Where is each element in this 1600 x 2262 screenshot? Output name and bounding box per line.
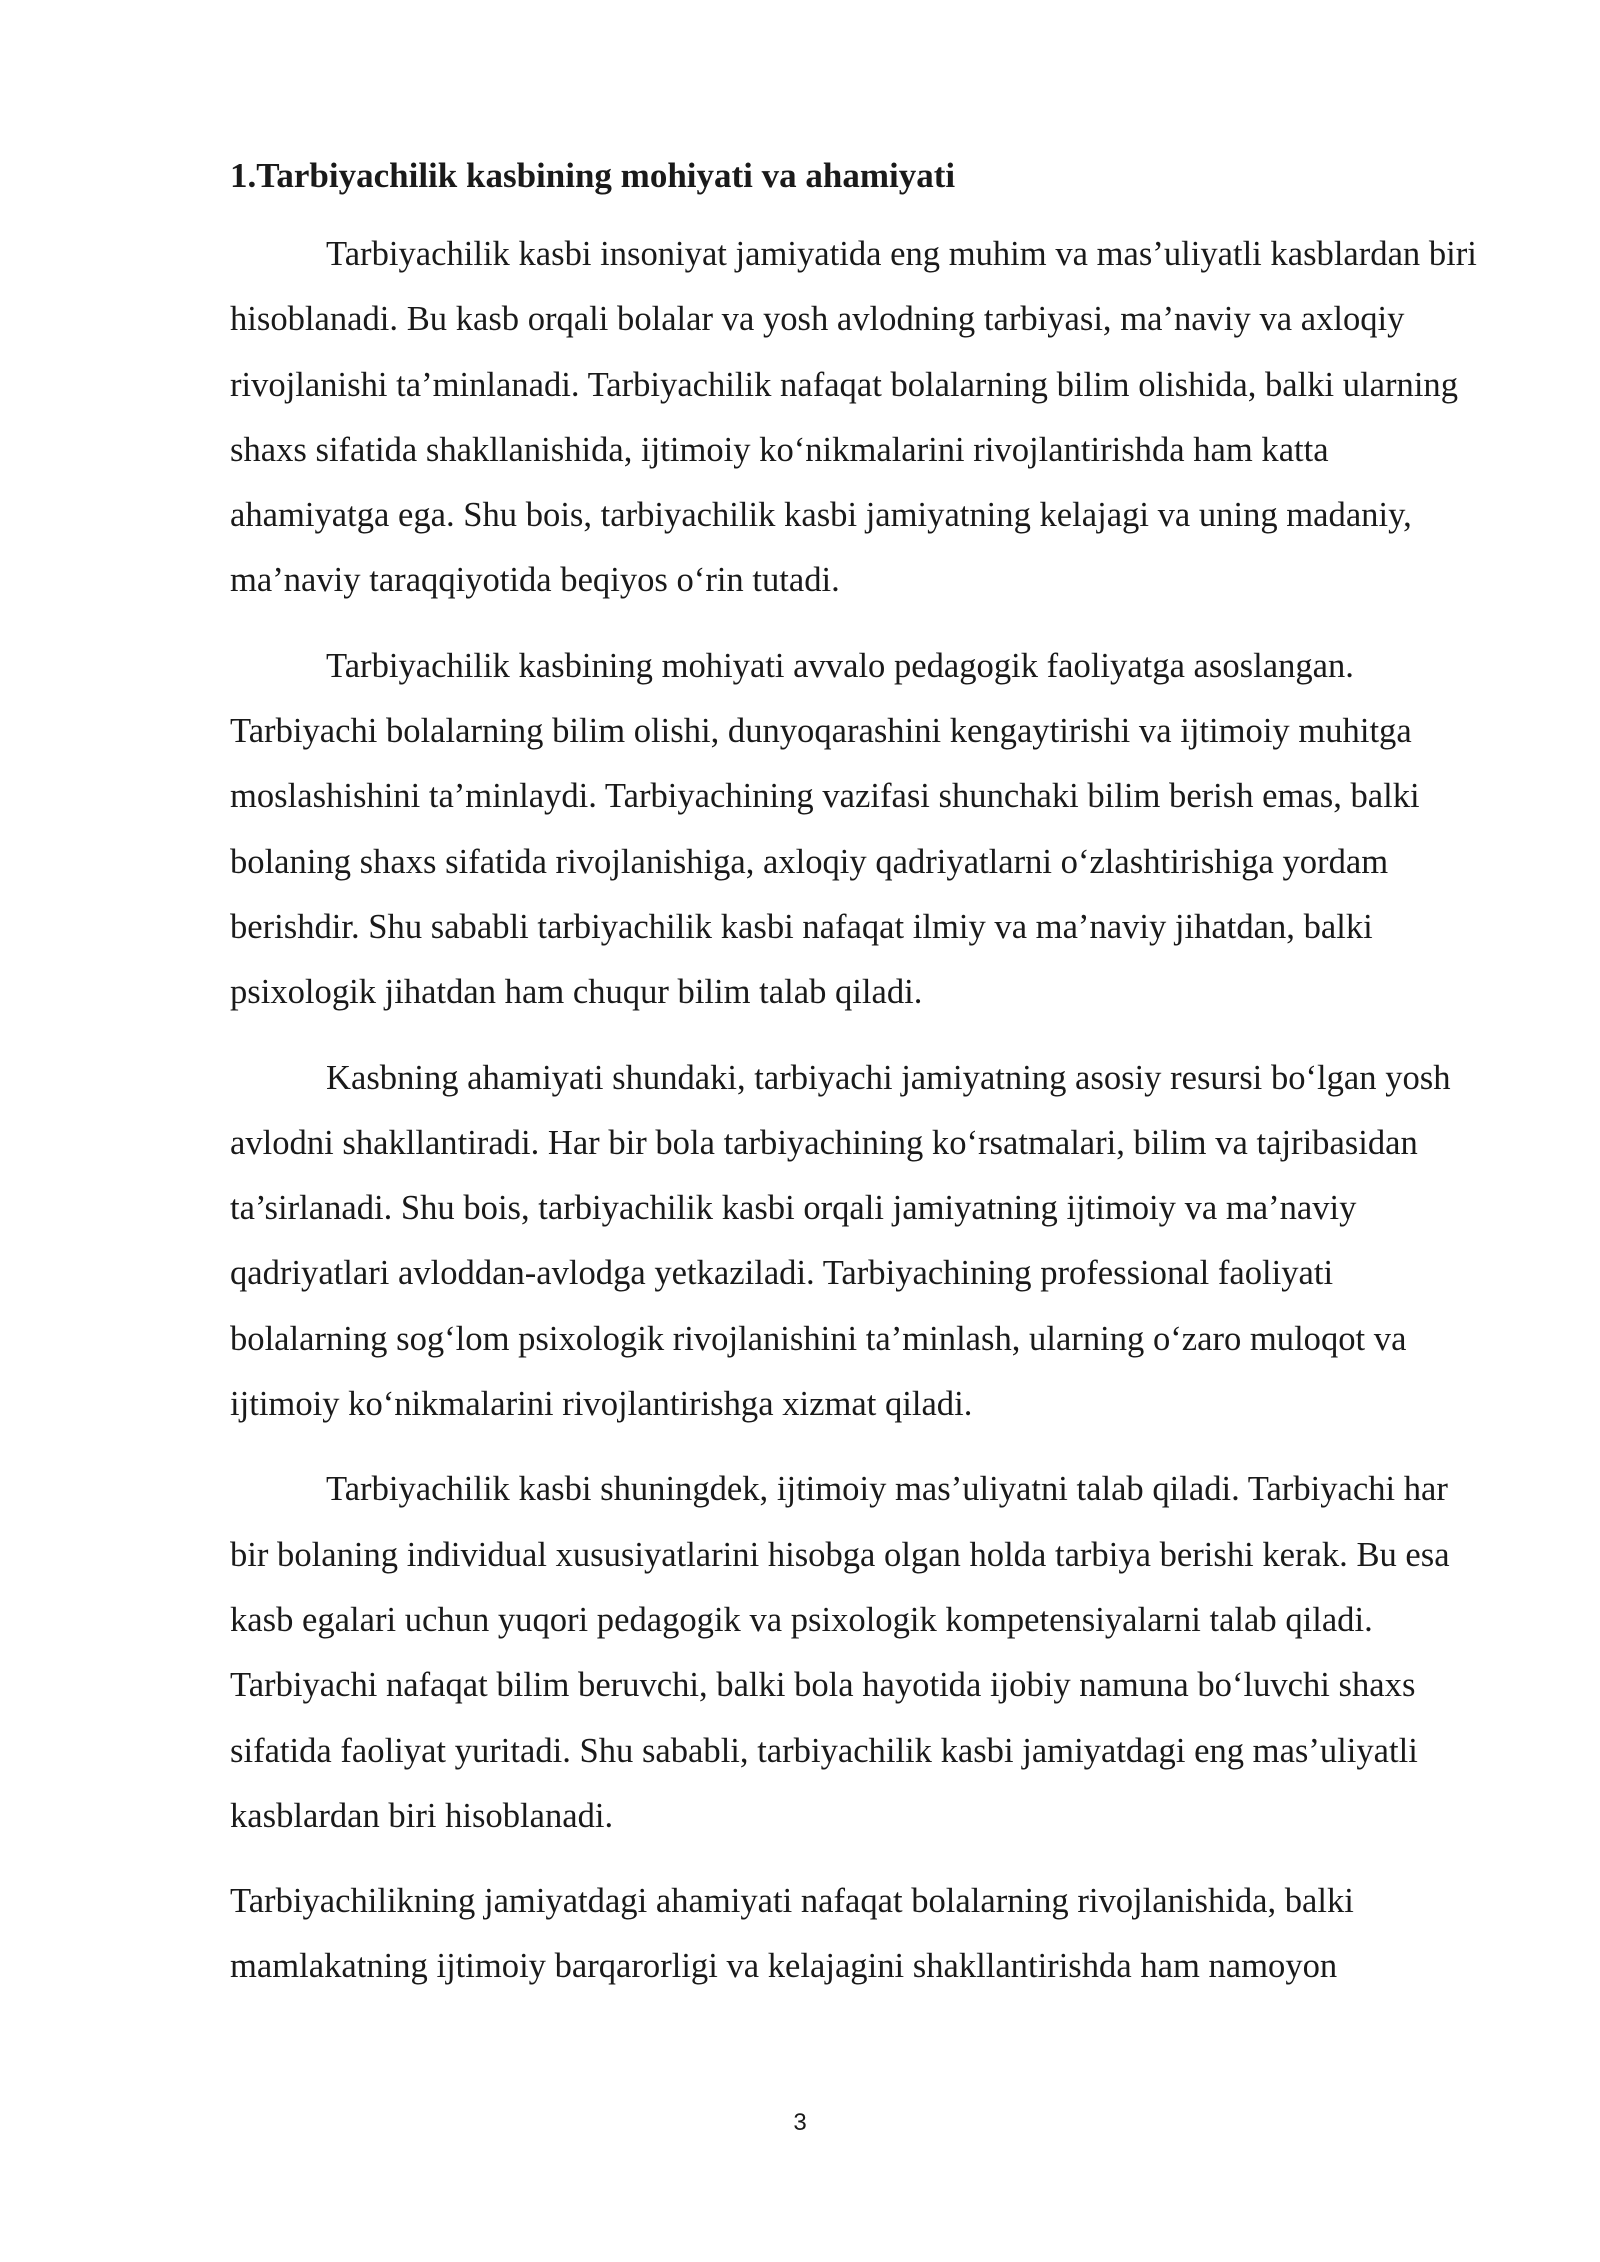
paragraph-5: Tarbiyachilikning jamiyatdagi ahamiyati nafaqat bolalarning rivojlanishida, balki mamlakatning ijtimoiy barqarorligi va kelajagini shakllantirishda ham namoyon [230,1882,1354,1986]
paragraph-4: Tarbiyachilik kasbi shuningdek, ijtimoiy mas’uliyatni talab qiladi. Tarbiyachi har bir bolaning individual xususiyatlarini hisobga olgan holda tarbiya berishi kerak. Bu esa kasb egalari uchun yuqori pedagogik va psixologik kompetensiyalarni talab qiladi. Tarbiyachi nafaqat bilim beruvchi, balki bola hayotida ijobiy namuna bo‘luvchi shaxs sifatida faoliyat yuritadi. Shu sababli, tarbiyachilik kasbi jamiyatdagi eng mas’uliyatli kasblardan biri hisoblanadi. [230,1470,1450,1835]
paragraph-3: Kasbning ahamiyati shundaki, tarbiyachi jamiyatning asosiy resursi bo‘lgan yosh avlodni shakllantiradi. Har bir bola tarbiyachining ko‘rsatmalari, bilim va tajribasidan ta’sirlanadi. Shu bois, tarbiyachilik kasbi orqali jamiyatning ijtimoiy va ma’naviy qadriyatlari avloddan-avlodga yetkaziladi. Tarbiyachining professional faoliyati bolalarning sog‘lom psixologik rivojlanishini ta’minlash, ularning o‘zaro muloqot va ijtimoiy ko‘nikmalarini rivojlantirishga xizmat qiladi. [230,1058,1451,1424]
paragraph-2: Tarbiyachilik kasbining mohiyati avvalo pedagogik faoliyatga asoslangan. Tarbiyachi bolalarning bilim olishi, dunyoqarashini kengaytirishi va ijtimoiy muhitga moslashishini ta’minlaydi. Tarbiyachining vazifasi shunchaki bilim berish emas, balki bolaning shaxs sifatida rivojlanishiga, axloqiy qadriyatlarni o‘zlashtirishiga yordam berishdir. Shu sababli tarbiyachilik kasbi nafaqat ilmiy va ma’naviy jihatdan, balki psixologik jihatdan ham chuqur bilim talab qiladi. [230,646,1420,1012]
page-number: 3 [793,2109,807,2136]
section-heading: 1.Tarbiyachilik kasbining mohiyati va ahamiyati [230,156,956,195]
paragraph-1: Tarbiyachilik kasbi insoniyat jamiyatida eng muhim va mas’uliyatli kasblardan biri hisoblanadi. Bu kasb orqali bolalar va yosh avlodning tarbiyasi, ma’naviy va axloqiy rivojlanishi ta’minlanadi. Tarbiyachilik nafaqat bolalarning bilim olishida, balki ularning shaxs sifatida shakllanishida, ijtimoiy ko‘nikmalarini rivojlantirishda ham katta ahamiyatga ega. Shu bois, tarbiyachilik kasbi jamiyatning kelajagi va uning madaniy, ma’naviy taraqqiyotida beqiyos o‘rin tutadi. [230,235,1477,600]
page-content [230,150,1490,2020]
